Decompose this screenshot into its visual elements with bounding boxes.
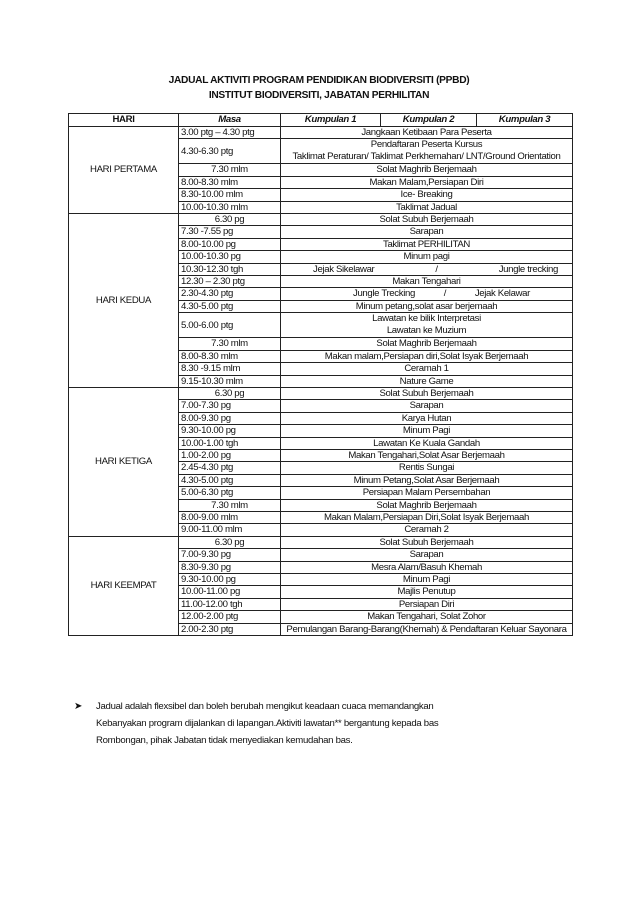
time-cell: 8.30 -9.15 mlm (179, 363, 281, 375)
activity-text: Minum petang,solat asar berjemaah (355, 300, 498, 312)
activity-cell (281, 462, 573, 474)
time-cell: 7.00-9.30 pg (179, 549, 281, 561)
activity-text: Minum pagi (403, 251, 450, 263)
activity-cell (281, 276, 573, 288)
time-cell: 3.00 ptg – 4.30 ptg (179, 127, 281, 139)
activity-text: Minum Pagi (402, 574, 451, 585)
activity-split (283, 264, 570, 275)
time-cell: 10.00-1.00 tgh (179, 437, 281, 449)
activity-cell (281, 487, 573, 499)
activity-cell (281, 350, 573, 362)
activity-text: Ceramah 1 (404, 363, 449, 375)
activity-cell (281, 474, 573, 486)
activity-cell (281, 499, 573, 511)
header-kumpulan-2: Kumpulan 2 (381, 114, 477, 127)
activity-cell (281, 437, 573, 449)
activity-text: Makan Tengahari, Solat Zohor (367, 611, 486, 623)
time-cell: 8.00-8.30 mlm (179, 350, 281, 362)
time-cell: 11.00-12.00 tgh (179, 598, 281, 610)
arrow-bullet-icon: ➤ (74, 701, 83, 712)
note-line: Jadual adalah flexsibel dan boleh berubah mengikut keadaan cuaca memandangkan (96, 701, 434, 712)
time-cell: 8.00-8.30 mlm (179, 176, 281, 188)
activity-text: Majlis Penutup (397, 586, 456, 598)
activity-cell (281, 139, 573, 164)
time-cell: 7.30 mlm (179, 338, 281, 350)
activity-text: Solat Subuh Berjemaah (379, 387, 474, 399)
time-cell: 8.30-9.30 pg (179, 561, 281, 573)
activity-split (283, 288, 570, 299)
activity-cell (281, 238, 573, 250)
time-cell: 7.30 mlm (179, 499, 281, 511)
activity-text: Sarapan (409, 400, 444, 412)
time-cell: 6.30 pg (179, 214, 281, 226)
activity-cell (281, 449, 573, 461)
activity-text-2: Lawatan ke Muzium (386, 325, 467, 337)
activity-text: Jangkaan Ketibaan Para Peserta (361, 127, 492, 138)
time-cell: 10.30-12.30 tgh (179, 263, 281, 275)
activity-text: Persiapan Malam Persembahan (362, 487, 491, 499)
schedule-table (68, 113, 573, 636)
table-row (69, 214, 573, 226)
table-row (69, 387, 573, 399)
table-row (69, 127, 573, 139)
day-label: HARI KEEMPAT (69, 536, 179, 635)
time-cell: 4.30-5.00 ptg (179, 474, 281, 486)
activity-cell (281, 400, 573, 412)
time-cell: 7.00-7.30 pg (179, 400, 281, 412)
table-row (69, 536, 573, 548)
activity-cell (281, 412, 573, 424)
time-cell: 9.30-10.00 pg (179, 574, 281, 586)
time-cell: 9.30-10.00 pg (179, 425, 281, 437)
time-cell: 8.00-9.30 pg (179, 412, 281, 424)
activity-cell (281, 511, 573, 523)
activity-text: Pemulangan Barang-Barang(Khemah) & Pendaftaran Keluar Sayonara (286, 623, 567, 635)
activity-cell (281, 598, 573, 610)
activity-cell (281, 387, 573, 399)
time-cell: 9.15-10.30 mlm (179, 375, 281, 387)
activity-cell (281, 363, 573, 375)
day-label: HARI PERTAMA (69, 127, 179, 214)
time-cell: 2.00-2.30 ptg (179, 623, 281, 635)
time-cell: 4.30-6.30 ptg (179, 139, 281, 164)
activity-cell (281, 425, 573, 437)
time-cell: 2.45-4.30 ptg (179, 462, 281, 474)
activity-text: Solat Maghrib Berjemaah (376, 499, 477, 511)
activity-text: Makan Tengahari (392, 276, 461, 288)
activity-cell (281, 524, 573, 536)
activity-text: Mesra Alam/Basuh Khemah (371, 561, 482, 573)
activity-cell (281, 176, 573, 188)
document-title: JADUAL AKTIVITI PROGRAM PENDIDIKAN BIODIVERSITI (PPBD) (168, 75, 470, 86)
time-cell: 8.00-9.00 mlm (179, 511, 281, 523)
time-cell: 1.00-2.00 pg (179, 449, 281, 461)
activity-cell (281, 127, 573, 139)
activity-text: Pendaftaran Peserta Kursus (370, 139, 483, 151)
activity-text: Rentis Sungai (398, 462, 455, 474)
activity-cell (281, 561, 573, 573)
activity-option-b: Jungle trecking (498, 263, 558, 275)
time-cell: 5.00-6.00 ptg (179, 313, 281, 338)
activity-cell (281, 288, 573, 300)
header-row (69, 114, 573, 127)
activity-cell (281, 164, 573, 176)
activity-cell (281, 189, 573, 201)
time-cell: 9.00-11.00 mlm (179, 524, 281, 536)
activity-option-b: Jejak Kelawar (474, 288, 530, 300)
activity-cell (281, 586, 573, 598)
time-cell: 10.00-11.00 pg (179, 586, 281, 598)
activity-text: Sarapan (409, 549, 444, 561)
activity-cell (281, 226, 573, 238)
note-line: Rombongan, pihak Jabatan tidak menyediakan kemudahan bas. (96, 735, 353, 746)
activity-text: Lawatan ke bilik Interpretasi (372, 313, 481, 325)
time-cell: 12.00-2.00 ptg (179, 611, 281, 623)
activity-text-2: Taklimat Peraturan/ Taklimat Perkhemahan/ LNT/Ground Orientation (292, 151, 561, 163)
activity-text: Makan malam,Persiapan diri,Solat Isyak Berjemaah (324, 350, 529, 362)
activity-text: Makan Malam,Persiapan Diri,Solat Isyak Berjemaah (323, 511, 529, 523)
activity-text: Makan Tengahari,Solat Asar Berjemaah (348, 449, 505, 461)
time-cell: 8.30-10.00 mlm (179, 189, 281, 201)
time-cell: 4.30-5.00 ptg (179, 300, 281, 312)
activity-text: Solat Subuh Berjemaah (379, 536, 474, 548)
activity-text: Sarapan (409, 226, 444, 238)
note-line: Kebanyakan program dijalankan di lapangan.Aktiviti lawatan** bergantung kepada bas (96, 718, 439, 729)
activity-cell (281, 338, 573, 350)
activity-text: Taklimat PERHILITAN (383, 238, 470, 250)
activity-cell (281, 300, 573, 312)
time-cell: 12.30 – 2.30 ptg (179, 276, 281, 288)
activity-text: Ceramah 2 (404, 524, 449, 536)
activity-cell (281, 214, 573, 226)
time-cell: 2.30-4.30 ptg (179, 288, 281, 300)
notes-section (74, 698, 552, 749)
schedule-body (69, 127, 573, 636)
document-subtitle: INSTITUT BIODIVERSITI, JABATAN PERHILITAN (208, 90, 430, 101)
activity-cell (281, 623, 573, 635)
activity-text: Lawatan Ke Kuala Gandah (373, 437, 480, 449)
activity-cell (281, 263, 573, 275)
header-kumpulan-1: Kumpulan 1 (281, 114, 381, 127)
activity-text: Minum Pagi (402, 425, 451, 437)
header-masa: Masa (179, 114, 281, 127)
time-cell: 6.30 pg (179, 536, 281, 548)
activity-text: Karya Hutan (401, 412, 452, 424)
activity-cell (281, 251, 573, 263)
header-hari: HARI (69, 114, 179, 127)
header-kumpulan-3: Kumpulan 3 (477, 114, 573, 127)
activity-cell (281, 313, 573, 338)
time-cell: 6.30 pg (179, 387, 281, 399)
activity-text: Makan Malam,Persiapan Diri (369, 176, 484, 188)
activity-cell (281, 375, 573, 387)
activity-separator: / (435, 263, 438, 275)
activity-text: Nature Game (399, 375, 454, 387)
activity-cell (281, 201, 573, 213)
activity-text: Ice- Breaking (400, 189, 453, 201)
activity-text: Persiapan Diri (398, 598, 455, 610)
day-label: HARI KEDUA (69, 214, 179, 388)
activity-text: Solat Subuh Berjemaah (379, 214, 474, 226)
activity-text: Minum Petang,Solat Asar Berjemaah (353, 474, 500, 486)
time-cell: 7.30 -7.55 pg (179, 226, 281, 238)
time-cell: 5.00-6.30 ptg (179, 487, 281, 499)
activity-text: Taklimat Jadual (396, 201, 457, 213)
activity-cell (281, 574, 573, 586)
activity-text: Solat Maghrib Berjemaah (376, 164, 477, 176)
activity-cell (281, 611, 573, 623)
activity-option-a: Jungle Trecking (353, 288, 415, 300)
activity-separator: / (443, 288, 447, 300)
activity-cell (281, 536, 573, 548)
activity-option-a: Jejak Sikelawar (313, 263, 375, 275)
time-cell: 10.00-10.30 mlm (179, 201, 281, 213)
activity-text: Solat Maghrib Berjemaah (376, 338, 477, 350)
time-cell: 8.00-10.00 pg (179, 238, 281, 250)
activity-cell (281, 549, 573, 561)
day-label: HARI KETIGA (69, 387, 179, 536)
time-cell: 7.30 mlm (179, 164, 281, 176)
time-cell: 10.00-10.30 pg (179, 251, 281, 263)
